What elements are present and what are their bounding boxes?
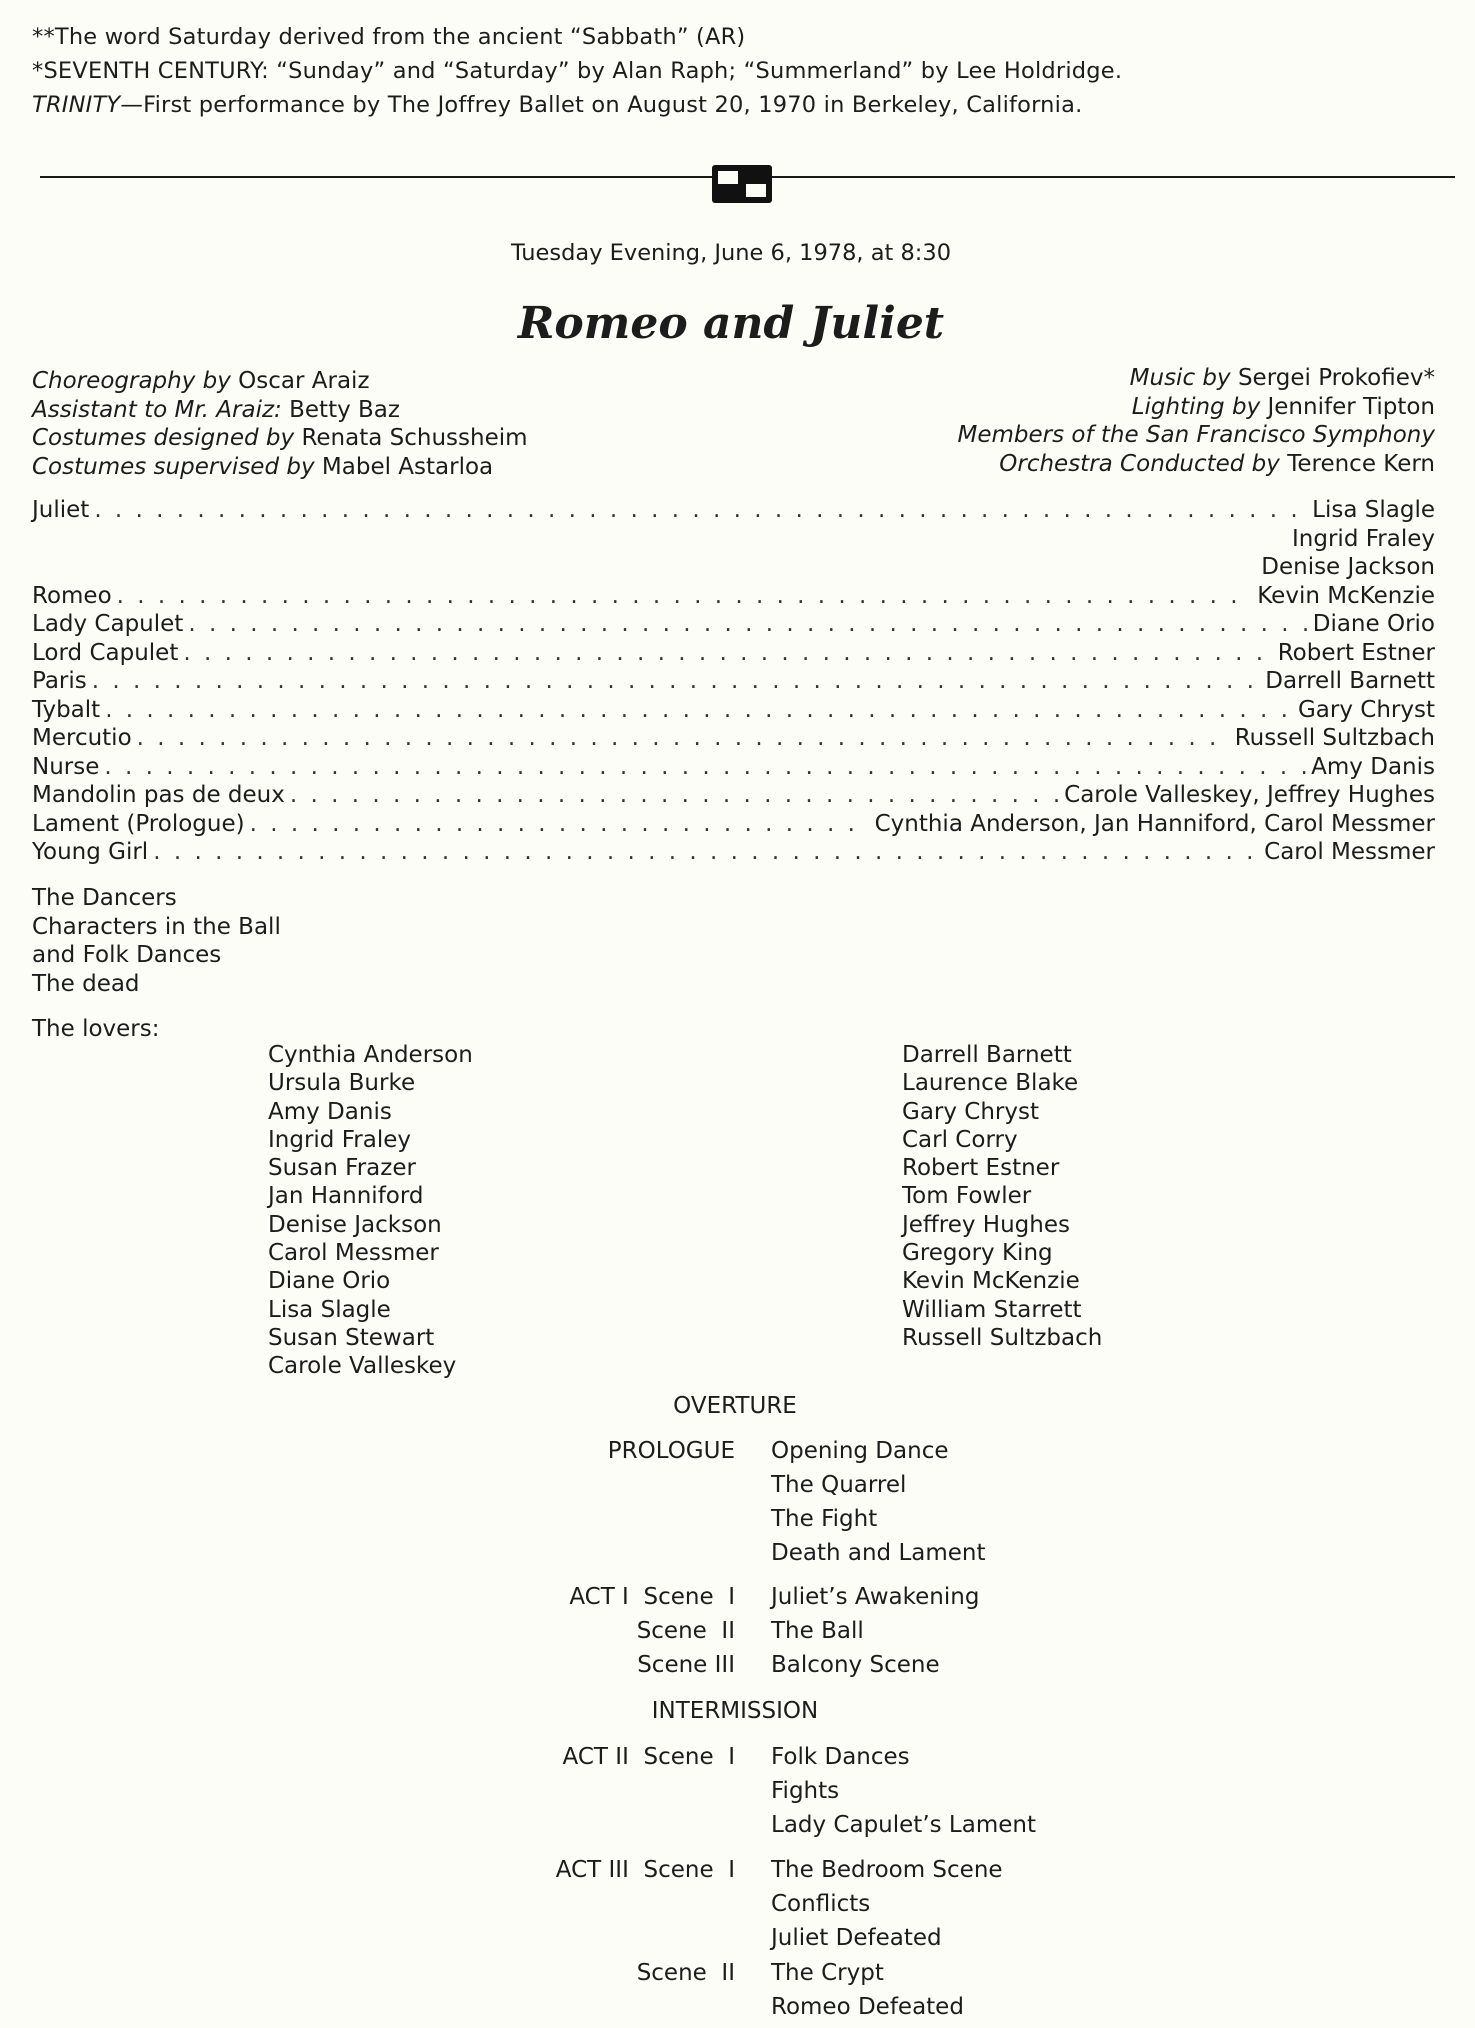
- section-label: Scene III: [637, 1652, 735, 1678]
- cast-row: [32, 697, 1435, 726]
- list-item: Diane Orio: [268, 1268, 391, 1295]
- cast-row: [32, 754, 1435, 783]
- group-line: Characters in the Ball: [32, 913, 281, 940]
- cast-row: [32, 668, 1435, 697]
- scene-item: Juliet’s Awakening: [771, 1584, 980, 1610]
- dancer-name: Cynthia Anderson, Jan Hanniford, Carol Messmer: [874, 810, 1435, 837]
- leader-dots: [105, 697, 1293, 723]
- dancer-name: Gary Chryst: [1297, 696, 1435, 723]
- role-name: Lord Capulet: [32, 639, 179, 666]
- list-item: Tom Fowler: [902, 1183, 1032, 1210]
- list-item: Laurence Blake: [902, 1070, 1079, 1097]
- dancer-name: Carol Messmer: [1264, 839, 1435, 865]
- ensemble-groups: [32, 884, 281, 998]
- dancer-name: Amy Danis: [1311, 753, 1435, 780]
- list-item: Ingrid Fraley: [268, 1126, 411, 1153]
- leader-dots: [183, 640, 1272, 666]
- scene-item: Opening Dance: [771, 1438, 949, 1464]
- credit-line: Lighting by Jennifer Tipton: [1131, 393, 1435, 420]
- credits-left: [32, 367, 528, 481]
- trinity-text: —First performance by The Joffrey Ballet on August 20, 1970 in Berkeley, California.: [120, 92, 1083, 118]
- cast-row: [32, 811, 1435, 840]
- list-item: Gregory King: [902, 1240, 1053, 1267]
- list-item: William Starrett: [902, 1296, 1082, 1323]
- section-label: PROLOGUE: [607, 1438, 735, 1464]
- dancer-name: Robert Estner: [1277, 639, 1435, 666]
- list-item: Susan Frazer: [268, 1155, 416, 1182]
- cast-row: [32, 725, 1435, 754]
- scene-item: Romeo Defeated: [771, 1994, 964, 2020]
- role-name: Juliet: [32, 497, 90, 523]
- list-item: Carol Messmer: [268, 1240, 439, 1267]
- company-logo-icon: [712, 165, 772, 203]
- leader-dots: [290, 782, 1059, 808]
- dancer-name: Denise Jackson: [1261, 554, 1435, 580]
- list-item: Amy Danis: [268, 1098, 392, 1125]
- role-name: Paris: [32, 668, 87, 694]
- list-item: Jeffrey Hughes: [902, 1211, 1070, 1238]
- role-name: Mercutio: [32, 725, 132, 751]
- cast-row: [32, 611, 1435, 640]
- role-name: Nurse: [32, 753, 100, 780]
- cast-row: [32, 554, 1435, 583]
- section-label: Scene II: [636, 1960, 735, 1986]
- list-item: Gary Chryst: [902, 1098, 1040, 1125]
- scene-item: Folk Dances: [771, 1744, 910, 1770]
- credit-line: Orchestra Conducted by Terence Kern: [999, 450, 1435, 477]
- role-name: Lady Capulet: [32, 611, 184, 637]
- credit-line: Costumes supervised by Mabel Astarloa: [32, 453, 494, 480]
- leader-dots: [94, 497, 1307, 523]
- leader-dots: [188, 611, 1307, 637]
- credit-line: Members of the San Francisco Symphony: [957, 422, 1435, 448]
- cast-row: [32, 583, 1435, 612]
- dancer-name: Kevin McKenzie: [1257, 582, 1435, 609]
- leader-dots: [137, 725, 1230, 751]
- group-line: The Dancers: [32, 885, 177, 911]
- cast-row: [32, 526, 1435, 555]
- section-label: ACT III Scene I: [555, 1857, 735, 1883]
- leader-dots: [92, 668, 1260, 694]
- role-name: Tybalt: [32, 696, 101, 723]
- role-name: Young Girl: [32, 839, 149, 865]
- section-label: ACT I Scene I: [569, 1584, 735, 1610]
- list-item: Susan Stewart: [268, 1324, 435, 1351]
- intermission-heading: INTERMISSION: [651, 1698, 819, 1724]
- leader-dots: [250, 811, 870, 837]
- ballet-title: Romeo and Juliet: [517, 298, 945, 349]
- dancer-name: Darrell Barnett: [1265, 668, 1435, 694]
- footnote-trinity: [32, 92, 1082, 118]
- scene-item: The Ball: [771, 1618, 864, 1644]
- list-item: Cynthia Anderson: [268, 1042, 473, 1068]
- section-label: ACT II Scene I: [562, 1744, 735, 1770]
- role-name: Lament (Prologue): [32, 810, 245, 837]
- scene-item: Death and Lament: [771, 1540, 986, 1566]
- scene-item: The Fight: [771, 1506, 878, 1532]
- scene-item: Fights: [771, 1778, 840, 1804]
- dancer-name: Ingrid Fraley: [1292, 525, 1435, 552]
- trinity-title: TRINITY: [32, 92, 121, 118]
- footnote-seventh-century: *SEVENTH CENTURY: “Sunday” and “Saturday” by Alan Raph; “Summerland” by Lee Holdridge.: [32, 58, 1123, 84]
- lovers-label: The lovers:: [32, 1016, 160, 1042]
- scene-item: The Quarrel: [771, 1472, 907, 1498]
- scene-item: Conflicts: [771, 1891, 871, 1917]
- dancer-name: Diane Orio: [1312, 611, 1435, 637]
- leader-dots: [104, 754, 1306, 780]
- list-item: Ursula Burke: [268, 1070, 416, 1097]
- role-name: Romeo: [32, 582, 112, 609]
- list-item: Carole Valleskey: [268, 1353, 457, 1380]
- scene-item: The Bedroom Scene: [771, 1857, 1003, 1883]
- leader-dots: [153, 839, 1259, 865]
- group-line: The dead: [32, 970, 140, 997]
- overture-heading: OVERTURE: [673, 1393, 797, 1419]
- scene-item: Balcony Scene: [771, 1652, 940, 1678]
- role-name: Mandolin pas de deux: [32, 782, 285, 808]
- dancer-name: Carole Valleskey, Jeffrey Hughes: [1064, 782, 1435, 808]
- list-item: Russell Sultzbach: [902, 1324, 1103, 1351]
- list-item: Jan Hanniford: [268, 1183, 424, 1210]
- cast-row: [32, 782, 1435, 811]
- list-item: Darrell Barnett: [902, 1042, 1072, 1068]
- performance-date: Tuesday Evening, June 6, 1978, at 8:30: [510, 240, 952, 266]
- footnote-sabbath: **The word Saturday derived from the ancient “Sabbath” (AR): [32, 24, 746, 50]
- credit-line: Music by Sergei Prokofiev*: [1129, 365, 1435, 391]
- list-item: Kevin McKenzie: [902, 1268, 1080, 1295]
- ensemble-list-left: [268, 1041, 473, 1381]
- section-label: Scene II: [636, 1618, 735, 1644]
- leader-dots: [117, 583, 1253, 609]
- list-item: Denise Jackson: [268, 1211, 442, 1238]
- list-item: Lisa Slagle: [268, 1296, 391, 1323]
- credit-line: Choreography by Oscar Araiz: [32, 368, 370, 394]
- scene-item: The Crypt: [771, 1960, 884, 1986]
- scene-item: Juliet Defeated: [771, 1925, 942, 1951]
- credit-line: Costumes designed by Renata Schussheim: [32, 425, 528, 451]
- cast-list: [32, 497, 1435, 868]
- cast-row: [32, 497, 1435, 526]
- credits-right: [958, 364, 1435, 478]
- dancer-name: Lisa Slagle: [1312, 497, 1435, 523]
- dancer-name: Russell Sultzbach: [1234, 725, 1435, 751]
- cast-row: [32, 640, 1435, 669]
- list-item: Robert Estner: [902, 1155, 1060, 1182]
- list-item: Carl Corry: [902, 1126, 1018, 1153]
- ensemble-list-right: [902, 1041, 1102, 1352]
- group-line: and Folk Dances: [32, 942, 222, 968]
- cast-row: [32, 839, 1435, 868]
- credit-line: Assistant to Mr. Araiz: Betty Baz: [32, 396, 400, 423]
- scene-item: Lady Capulet’s Lament: [771, 1812, 1036, 1838]
